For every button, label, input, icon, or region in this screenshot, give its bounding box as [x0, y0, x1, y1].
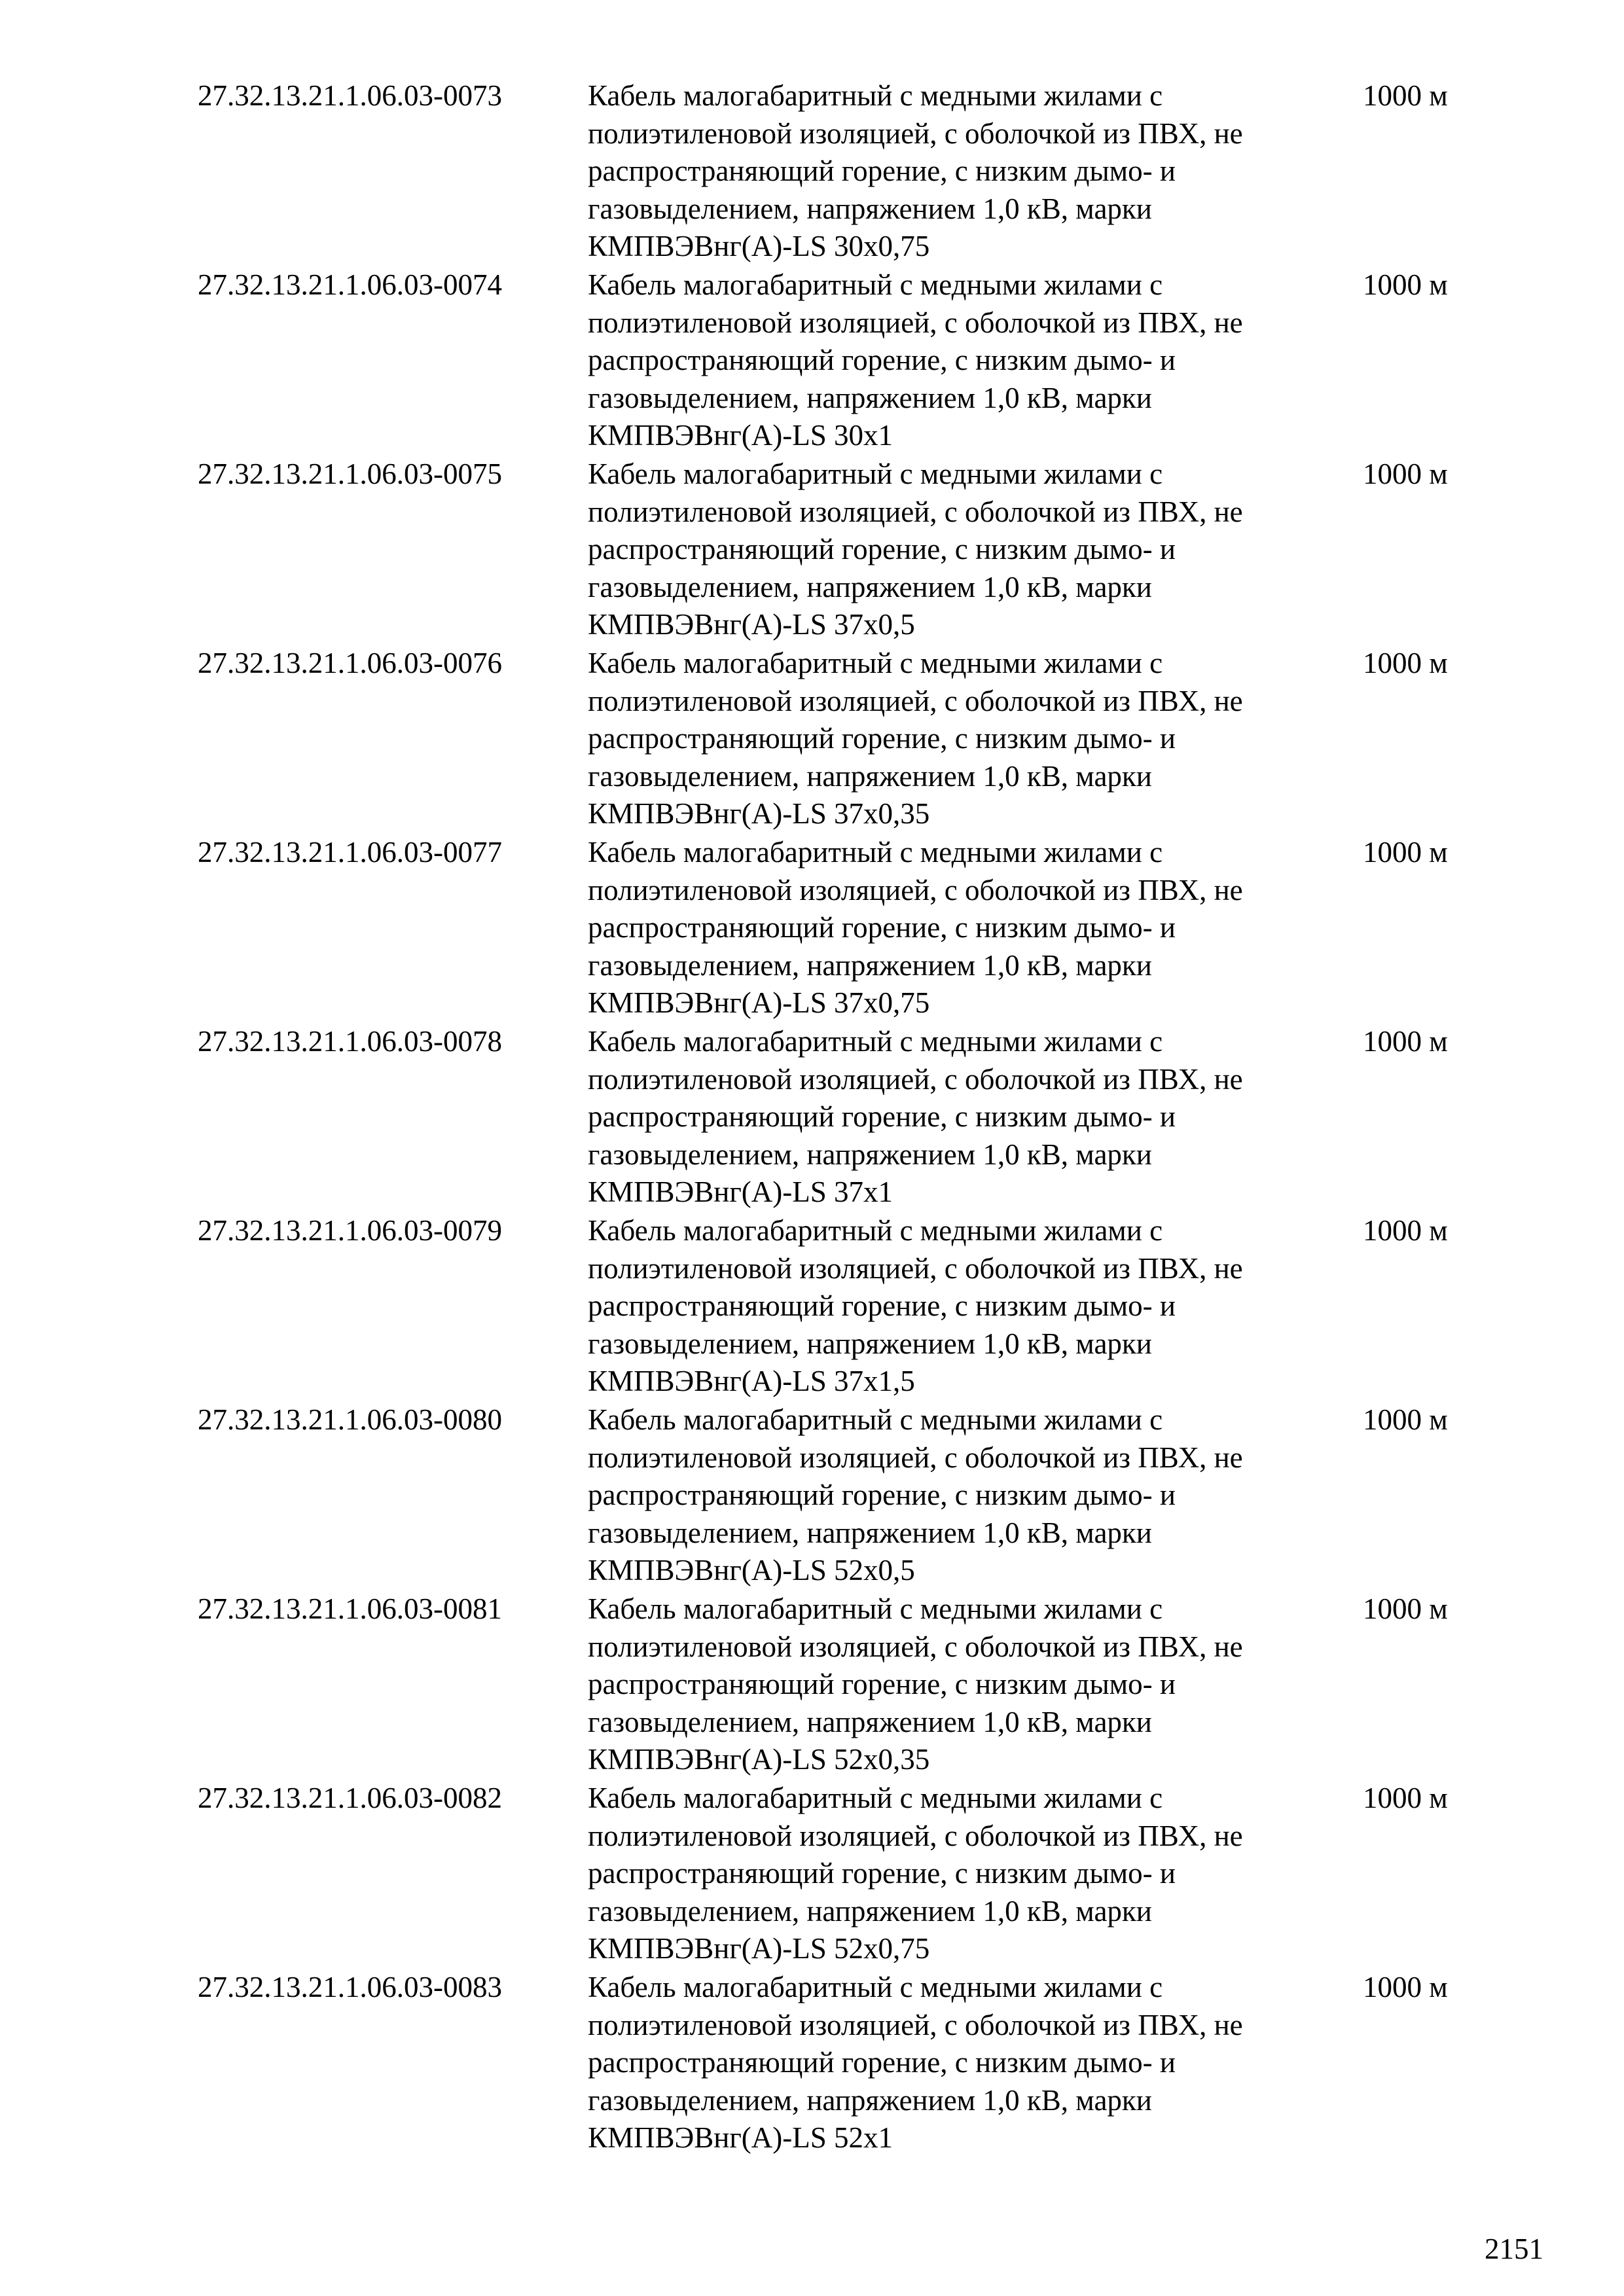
- description-line: газовыделением, напряжением 1,0 кВ, марки: [588, 1894, 1152, 1928]
- item-description: [588, 77, 1363, 266]
- description-line: Кабель малогабаритный с медными жилами с: [588, 1214, 1163, 1247]
- item-unit: 1000 м: [1363, 1403, 1448, 1436]
- description-line: КМПВЭВнг(А)-LS 37x1,5: [588, 1365, 915, 1398]
- description-line: полиэтиленовой изоляцией, с оболочкой из ПВХ, не: [588, 2008, 1243, 2041]
- description-line: газовыделением, напряжением 1,0 кВ, марки: [588, 1516, 1152, 1549]
- item-unit: 1000 м: [1363, 1025, 1448, 1058]
- table-row: [198, 77, 1494, 266]
- description-line: газовыделением, напряжением 1,0 кВ, марки: [588, 570, 1152, 603]
- item-description: [588, 1212, 1363, 1401]
- description-line: полиэтиленовой изоляцией, с оболочкой из ПВХ, не: [588, 684, 1243, 717]
- description-line: КМПВЭВнг(А)-LS 52x0,35: [588, 1743, 930, 1776]
- description-line: распространяющий горение, с низким дымо- и: [588, 1479, 1176, 1512]
- description-line: полиэтиленовой изоляцией, с оболочкой из ПВХ, не: [588, 1251, 1243, 1285]
- description-line: КМПВЭВнг(А)-LS 52x0,75: [588, 1932, 930, 1965]
- description-line: распространяющий горение, с низким дымо- и: [588, 1857, 1176, 1890]
- description-line: газовыделением, напряжением 1,0 кВ, марки: [588, 1705, 1152, 1738]
- description-line: КМПВЭВнг(А)-LS 30x0,75: [588, 230, 930, 263]
- description-line: КМПВЭВнг(А)-LS 30x1: [588, 419, 893, 452]
- item-description: [588, 645, 1363, 833]
- description-line: Кабель малогабаритный с медными жилами с: [588, 1782, 1163, 1814]
- description-line: Кабель малогабаритный с медными жилами с: [588, 1592, 1163, 1625]
- table-row: [198, 1780, 1494, 1969]
- description-line: распространяющий горение, с низким дымо- и: [588, 2046, 1176, 2079]
- description-line: распространяющий горение, с низким дымо- и: [588, 1100, 1176, 1134]
- item-unit: 1000 м: [1363, 268, 1448, 301]
- description-line: распространяющий горение, с низким дымо- и: [588, 1668, 1176, 1701]
- item-code: 27.32.13.21.1.06.03-0074: [198, 268, 502, 301]
- item-description: [588, 1969, 1363, 2157]
- item-code: 27.32.13.21.1.06.03-0082: [198, 1782, 502, 1814]
- item-description: [588, 1023, 1363, 1211]
- description-line: Кабель малогабаритный с медными жилами с: [588, 457, 1163, 490]
- description-line: газовыделением, напряжением 1,0 кВ, марки: [588, 2083, 1152, 2117]
- item-description: [588, 1401, 1363, 1590]
- description-line: Кабель малогабаритный с медными жилами с: [588, 1403, 1163, 1436]
- item-code: 27.32.13.21.1.06.03-0075: [198, 457, 502, 490]
- item-unit: 1000 м: [1363, 79, 1448, 112]
- description-line: полиэтиленовой изоляцией, с оболочкой из ПВХ, не: [588, 1062, 1243, 1096]
- description-line: газовыделением, напряжением 1,0 кВ, марки: [588, 759, 1152, 793]
- item-code: 27.32.13.21.1.06.03-0078: [198, 1025, 502, 1058]
- description-line: распространяющий горение, с низким дымо- и: [588, 722, 1176, 755]
- page-number: 2151: [1485, 2233, 1543, 2265]
- item-code: 27.32.13.21.1.06.03-0079: [198, 1214, 502, 1247]
- description-line: Кабель малогабаритный с медными жилами с: [588, 647, 1163, 679]
- description-line: КМПВЭВнг(А)-LS 37x1: [588, 1175, 893, 1209]
- item-unit: 1000 м: [1363, 647, 1448, 679]
- description-line: газовыделением, напряжением 1,0 кВ, марки: [588, 192, 1152, 225]
- item-code: 27.32.13.21.1.06.03-0077: [198, 836, 502, 869]
- item-code: 27.32.13.21.1.06.03-0073: [198, 79, 502, 112]
- item-description: [588, 834, 1363, 1022]
- item-unit: 1000 м: [1363, 1214, 1448, 1247]
- item-unit: 1000 м: [1363, 1592, 1448, 1625]
- item-unit: 1000 м: [1363, 1782, 1448, 1814]
- description-line: Кабель малогабаритный с медными жилами с: [588, 79, 1163, 112]
- item-unit: 1000 м: [1363, 457, 1448, 490]
- description-line: газовыделением, напряжением 1,0 кВ, марки: [588, 381, 1152, 414]
- table-row: [198, 1969, 1494, 2158]
- item-description: [588, 266, 1363, 455]
- catalog-table: [198, 77, 1494, 2158]
- item-description: [588, 1780, 1363, 1968]
- description-line: полиэтиленовой изоляцией, с оболочкой из ПВХ, не: [588, 306, 1243, 339]
- description-line: газовыделением, напряжением 1,0 кВ, марки: [588, 1327, 1152, 1360]
- description-line: КМПВЭВнг(А)-LS 37x0,5: [588, 608, 915, 641]
- table-row: [198, 456, 1494, 645]
- table-row: [198, 1401, 1494, 1590]
- description-line: газовыделением, напряжением 1,0 кВ, марки: [588, 948, 1152, 982]
- description-line: полиэтиленовой изоляцией, с оболочкой из ПВХ, не: [588, 495, 1243, 528]
- description-line: Кабель малогабаритный с медными жилами с: [588, 1025, 1163, 1058]
- item-description: [588, 456, 1363, 644]
- description-line: газовыделением, напряжением 1,0 кВ, марки: [588, 1138, 1152, 1171]
- table-row: [198, 834, 1494, 1023]
- description-line: распространяющий горение, с низким дымо- и: [588, 911, 1176, 944]
- description-line: распространяющий горение, с низким дымо- и: [588, 154, 1176, 188]
- item-code: 27.32.13.21.1.06.03-0081: [198, 1592, 502, 1625]
- description-line: распространяющий горение, с низким дымо- и: [588, 1289, 1176, 1323]
- table-row: [198, 1212, 1494, 1401]
- table-row: [198, 1023, 1494, 1212]
- description-line: КМПВЭВнг(А)-LS 52x1: [588, 2121, 893, 2155]
- description-line: полиэтиленовой изоляцией, с оболочкой из ПВХ, не: [588, 1819, 1243, 1852]
- item-code: 27.32.13.21.1.06.03-0076: [198, 647, 502, 679]
- description-line: Кабель малогабаритный с медными жилами с: [588, 836, 1163, 869]
- table-row: [198, 266, 1494, 456]
- table-row: [198, 645, 1494, 834]
- description-line: полиэтиленовой изоляцией, с оболочкой из ПВХ, не: [588, 873, 1243, 906]
- item-code: 27.32.13.21.1.06.03-0080: [198, 1403, 502, 1436]
- description-line: КМПВЭВнг(А)-LS 37x0,75: [588, 986, 930, 1020]
- description-line: распространяющий горение, с низким дымо- и: [588, 344, 1176, 377]
- description-line: Кабель малогабаритный с медными жилами с: [588, 268, 1163, 301]
- item-unit: 1000 м: [1363, 836, 1448, 869]
- description-line: полиэтиленовой изоляцией, с оболочкой из ПВХ, не: [588, 117, 1243, 150]
- table-row: [198, 1590, 1494, 1780]
- description-line: КМПВЭВнг(А)-LS 37x0,35: [588, 797, 930, 831]
- item-code: 27.32.13.21.1.06.03-0083: [198, 1971, 502, 2003]
- description-line: КМПВЭВнг(А)-LS 52x0,5: [588, 1554, 915, 1587]
- description-line: Кабель малогабаритный с медными жилами с: [588, 1971, 1163, 2003]
- description-line: полиэтиленовой изоляцией, с оболочкой из ПВХ, не: [588, 1630, 1243, 1663]
- item-unit: 1000 м: [1363, 1971, 1448, 2003]
- item-description: [588, 1590, 1363, 1779]
- description-line: распространяющий горение, с низким дымо- и: [588, 533, 1176, 566]
- description-line: полиэтиленовой изоляцией, с оболочкой из ПВХ, не: [588, 1441, 1243, 1474]
